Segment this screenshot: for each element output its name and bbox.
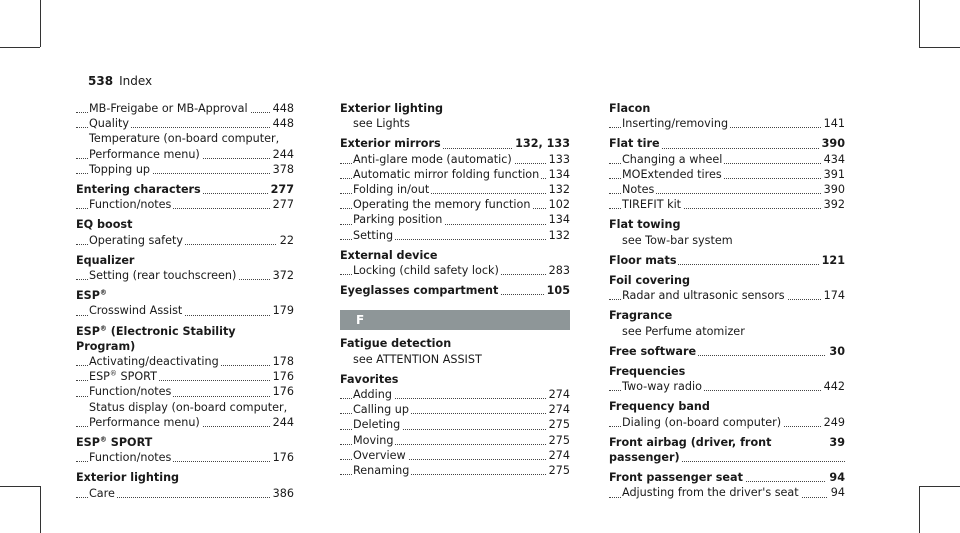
entry-text: Status display (on-board computer, <box>89 400 288 414</box>
entry-text: EQ boost <box>76 218 133 232</box>
index-subentry <box>76 415 294 430</box>
page-ref[interactable]: 102 <box>546 197 570 212</box>
index-subentry <box>609 116 845 131</box>
entry-text: Function/notes <box>89 385 172 399</box>
page-header <box>88 74 152 88</box>
entry-text: Equalizer <box>76 253 135 267</box>
entry-text: Radar and ultrasonic sensors <box>622 289 785 303</box>
index-subentry <box>609 233 845 248</box>
page-ref[interactable]: 249 <box>821 415 845 430</box>
entry-text: Folding in/out <box>353 183 430 197</box>
index-subentry <box>609 415 845 430</box>
entry-text: Eyeglasses compartment <box>340 284 499 298</box>
index-column-2 <box>340 101 570 478</box>
index-entry <box>609 273 845 288</box>
entry-text: MB-Freigabe or MB-Approval <box>89 102 248 115</box>
entry-text: Renaming <box>353 464 410 478</box>
index-entry <box>609 308 845 323</box>
index-subentry <box>76 101 294 116</box>
entry-text: Exterior lighting <box>76 471 180 485</box>
index-entry <box>340 372 570 387</box>
entry-text: Notes <box>622 183 655 197</box>
page-ref[interactable]: 274 <box>546 402 570 417</box>
index-subentry <box>609 379 845 394</box>
index-entry <box>609 217 845 232</box>
page-ref[interactable]: 391 <box>821 167 845 182</box>
entry-text: ESP® SPORT <box>76 435 153 450</box>
entry-text: see Perfume atomizer <box>622 324 745 338</box>
entry-text: Topping up <box>89 162 151 176</box>
entry-text: Frequencies <box>609 365 686 379</box>
entry-text: ESP® <box>76 288 107 303</box>
index-subentry <box>76 268 294 283</box>
index-entry <box>76 288 294 303</box>
index-subentry <box>609 152 845 167</box>
entry-text: Calling up <box>353 403 409 417</box>
entry-text: ESP® (Electronic Stability Program) <box>76 323 236 353</box>
index-subentry <box>340 263 570 278</box>
index-entry <box>609 253 845 268</box>
page-ref[interactable]: 277 <box>270 197 294 212</box>
page-ref[interactable]: 274 <box>546 448 570 463</box>
page-number: 538 <box>88 74 114 88</box>
index-subentry <box>609 485 845 500</box>
page-ref[interactable]: 392 <box>821 197 845 212</box>
entry-text: Dialing (on-board computer) <box>622 415 782 429</box>
index-subentry <box>76 369 294 384</box>
page-ref[interactable]: 244 <box>270 415 294 430</box>
index-entry <box>609 344 845 359</box>
page-ref[interactable]: 178 <box>270 354 294 369</box>
entry-text: Deleting <box>353 418 401 432</box>
page-ref[interactable]: 390 <box>821 182 845 197</box>
crop-mark <box>40 486 41 533</box>
entry-text: Operating the memory function <box>353 198 531 212</box>
index-entry <box>76 217 294 232</box>
index-entry <box>609 136 845 151</box>
index-subentry <box>609 324 845 339</box>
page-ref[interactable]: 176 <box>270 384 294 399</box>
page-ref[interactable]: 378 <box>270 162 294 177</box>
index-subentry <box>609 197 845 212</box>
index-subentry <box>340 197 570 212</box>
entry-text: Adding <box>353 388 392 402</box>
entry-text: Performance menu) <box>89 415 200 429</box>
page-ref[interactable]: 277 <box>268 182 294 197</box>
index-entry <box>76 324 294 354</box>
entry-text: MOExtended tires <box>622 167 722 181</box>
entry-text: Overview <box>353 448 406 462</box>
entry-text: Automatic mirror folding function <box>353 167 540 181</box>
index-subentry <box>609 182 845 197</box>
index-subentry <box>340 448 570 463</box>
entry-text: Frequency band <box>609 400 710 414</box>
page-ref[interactable]: 132, 133 <box>512 136 570 151</box>
entry-text: Adjusting from the driver's seat <box>622 486 799 500</box>
crop-mark <box>0 47 40 48</box>
page-ref[interactable]: 176 <box>270 369 294 384</box>
index-subentry <box>76 303 294 318</box>
page-ref[interactable]: 141 <box>821 116 845 131</box>
entry-text: Function/notes <box>89 451 172 465</box>
entry-text: Flat towing <box>609 218 681 232</box>
entry-text: Foil covering <box>609 274 690 288</box>
index-subentry <box>76 450 294 465</box>
page-ref[interactable]: 372 <box>270 268 294 283</box>
entry-text: Front airbag (driver, front passenger) <box>609 435 772 465</box>
index-subentry <box>340 167 570 182</box>
entry-text: Care <box>89 486 115 500</box>
page-ref[interactable]: 275 <box>546 417 570 432</box>
entry-text: Quality <box>89 117 129 131</box>
entry-text: Front passenger seat <box>609 471 743 485</box>
page-ref[interactable]: 390 <box>819 136 845 151</box>
index-subentry <box>340 402 570 417</box>
entry-text: Entering characters <box>76 183 201 197</box>
page-ref[interactable]: 121 <box>819 253 845 268</box>
entry-text: Performance menu) <box>89 147 200 161</box>
entry-text: Crosswind Assist <box>89 304 183 318</box>
entry-text: Favorites <box>340 372 399 386</box>
entry-text: Operating safety <box>89 233 184 247</box>
index-entry <box>340 283 570 298</box>
crop-mark <box>0 486 40 487</box>
index-subentry <box>76 486 294 501</box>
page-ref[interactable]: 134 <box>546 212 570 227</box>
page-ref[interactable]: 274 <box>546 387 570 402</box>
entry-text: Parking position <box>353 213 443 227</box>
page-ref[interactable]: 132 <box>546 228 570 243</box>
entry-text: Exterior lighting <box>340 102 444 115</box>
index-subentry <box>609 288 845 303</box>
index-subentry <box>340 417 570 432</box>
page-ref[interactable]: 39 <box>826 435 845 450</box>
crop-mark <box>919 486 920 533</box>
entry-text: Inserting/removing <box>622 117 729 131</box>
index-subentry <box>76 197 294 212</box>
index-subentry <box>609 167 845 182</box>
entry-text: Activating/deactivating <box>89 355 219 369</box>
entry-text: see Lights <box>353 117 410 131</box>
page-ref[interactable]: 448 <box>270 116 294 131</box>
entry-text: Fragrance <box>609 309 673 323</box>
index-entry <box>76 470 294 485</box>
index-subentry <box>340 352 570 367</box>
entry-text: see Tow-bar system <box>622 233 733 247</box>
crop-mark <box>40 0 41 47</box>
page-ref[interactable]: 434 <box>821 152 845 167</box>
page-ref[interactable]: 283 <box>546 263 570 278</box>
index-column-1 <box>76 101 294 501</box>
index-subentry <box>76 147 294 162</box>
page-ref[interactable]: 386 <box>270 486 294 501</box>
entry-text: Setting (rear touchscreen) <box>89 269 237 283</box>
index-entry <box>340 101 570 116</box>
index-column-3 <box>609 101 845 501</box>
entry-text: Flat tire <box>609 137 660 151</box>
entry-text: Temperature (on-board computer, <box>89 132 280 146</box>
index-subentry <box>340 387 570 402</box>
index-subentry <box>76 162 294 177</box>
entry-text: Function/notes <box>89 198 172 212</box>
index-letter-heading: F <box>340 310 570 330</box>
index-subentry <box>76 116 294 131</box>
entry-text: Two-way radio <box>622 380 702 394</box>
entry-text: Locking (child safety lock) <box>353 264 499 278</box>
page-ref[interactable]: 94 <box>828 485 845 500</box>
entry-text: TIREFIT kit <box>622 198 682 212</box>
index-subentry <box>76 400 294 415</box>
page-ref[interactable]: 244 <box>270 147 294 162</box>
page-ref[interactable]: 179 <box>270 303 294 318</box>
index-entry <box>76 253 294 268</box>
index-subentry <box>340 212 570 227</box>
page-ref[interactable]: 105 <box>544 283 570 298</box>
page-ref[interactable]: 94 <box>826 470 845 485</box>
index-entry <box>340 136 570 151</box>
entry-text: ESP® SPORT <box>89 369 157 384</box>
index-entry <box>76 182 294 197</box>
entry-text: Fatigue detection <box>340 337 452 351</box>
index-subentry <box>340 463 570 478</box>
index-entry <box>609 399 845 414</box>
page-ref[interactable]: 176 <box>270 450 294 465</box>
page-ref[interactable]: 442 <box>821 379 845 394</box>
section-title: Index <box>119 74 153 88</box>
page-ref[interactable]: 275 <box>546 463 570 478</box>
page-ref[interactable]: 448 <box>270 101 294 116</box>
page-ref[interactable]: 275 <box>546 433 570 448</box>
index-entry <box>76 435 294 450</box>
crop-mark <box>919 0 920 47</box>
index-subentry <box>340 228 570 243</box>
entry-text: Floor mats <box>609 253 677 267</box>
entry-text: see ATTENTION ASSIST <box>353 352 482 366</box>
index-entry <box>340 336 570 351</box>
index-subentry <box>340 116 570 131</box>
page-ref[interactable]: 22 <box>277 233 294 248</box>
index-entry <box>609 101 845 116</box>
index-entry <box>340 248 570 263</box>
crop-mark <box>919 47 960 48</box>
index-subentry <box>340 152 570 167</box>
index-entry <box>609 435 845 465</box>
entry-text: Setting <box>353 228 394 242</box>
entry-text: Exterior mirrors <box>340 137 441 151</box>
entry-text: Moving <box>353 433 394 447</box>
page-ref[interactable]: 133 <box>546 152 570 167</box>
page-ref[interactable]: 134 <box>546 167 570 182</box>
entry-text: Free software <box>609 344 697 358</box>
index-entry <box>609 470 845 485</box>
entry-text: Changing a wheel <box>622 152 723 166</box>
index-subentry <box>340 433 570 448</box>
entry-text: Anti-glare mode (automatic) <box>353 152 512 166</box>
index-subentry <box>76 354 294 369</box>
page-ref[interactable]: 132 <box>546 182 570 197</box>
index-entry <box>609 364 845 379</box>
index-subentry <box>76 131 294 146</box>
index-subentry <box>340 182 570 197</box>
page-ref[interactable]: 174 <box>821 288 845 303</box>
page-ref[interactable]: 30 <box>826 344 845 359</box>
entry-text: Flacon <box>609 102 651 115</box>
index-subentry <box>76 233 294 248</box>
entry-text: External device <box>340 248 438 262</box>
crop-mark <box>919 486 960 487</box>
index-subentry <box>76 384 294 399</box>
